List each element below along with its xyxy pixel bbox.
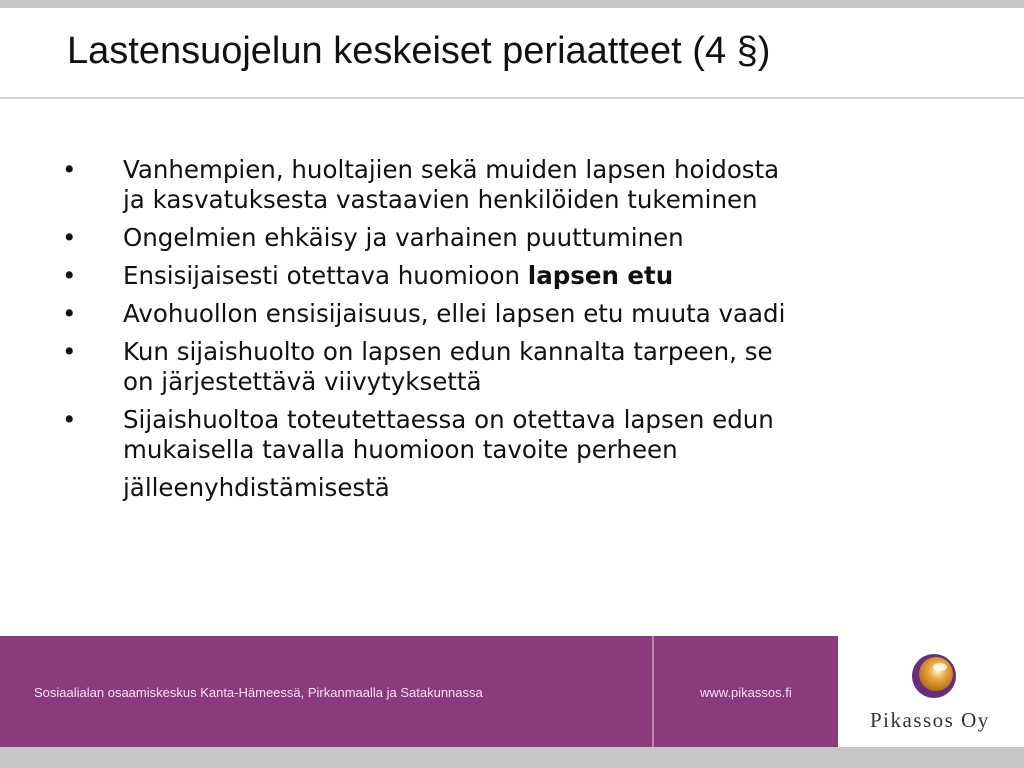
bullet-item	[60, 261, 960, 291]
slide-title: Lastensuojelun keskeiset periaatteet (4 §)	[67, 30, 771, 72]
footer-url-link[interactable]: www.pikassos.fi	[700, 685, 792, 700]
bullet-dot: •	[62, 299, 77, 328]
bullet-text: Kun sijaishuolto on lapsen edun kannalta tarpeen, se	[123, 337, 773, 366]
bullet-text: jälleenyhdistämisestä	[123, 473, 390, 502]
bullet-dot: •	[62, 223, 77, 252]
bullet-item	[60, 155, 960, 215]
bullet-text: Sijaishuoltoa toteutettaessa on otettava lapsen edun	[123, 405, 774, 434]
bullet-item	[60, 299, 960, 329]
footer-divider	[652, 636, 654, 747]
bullet-text: Vanhempien, huoltajien sekä muiden lapsen hoidosta	[123, 155, 780, 184]
logo-text: Pikassos Oy	[870, 708, 990, 732]
orb-icon	[910, 652, 958, 700]
bullet-text: ja kasvatuksesta vastaavien henkilöiden tukeminen	[123, 185, 758, 214]
bottom-bar	[0, 747, 1024, 768]
bullet-dot: •	[62, 155, 77, 184]
bullet-text: Ongelmien ehkäisy ja varhainen puuttuminen	[123, 223, 684, 252]
bullet-text-plain: Ensisijaisesti otettava huomioon	[123, 261, 528, 290]
bullet-text: Avohuollon ensisijaisuus, ellei lapsen etu muuta vaadi	[123, 299, 786, 328]
title-divider	[0, 97, 1024, 99]
footer	[0, 636, 1024, 747]
bullet-text: mukaisella tavalla huomioon tavoite perheen	[123, 435, 678, 464]
bullet-item	[60, 337, 960, 397]
logo	[838, 636, 1024, 747]
bullet-dot: •	[62, 405, 77, 434]
bullet-item	[60, 223, 960, 253]
top-bar	[0, 0, 1024, 8]
bullet-text	[123, 261, 960, 291]
bullet-text: on järjestettävä viivytyksettä	[123, 367, 482, 396]
footer-organization: Sosiaalialan osaamiskeskus Kanta-Hämeessä, Pirkanmaalla ja Satakunnassa	[34, 685, 483, 700]
bullet-list	[60, 155, 960, 511]
bullet-dot: •	[62, 337, 77, 366]
bullet-dot: •	[62, 261, 77, 290]
bullet-item	[60, 405, 960, 503]
bullet-text-emphasis: lapsen etu	[527, 261, 674, 290]
